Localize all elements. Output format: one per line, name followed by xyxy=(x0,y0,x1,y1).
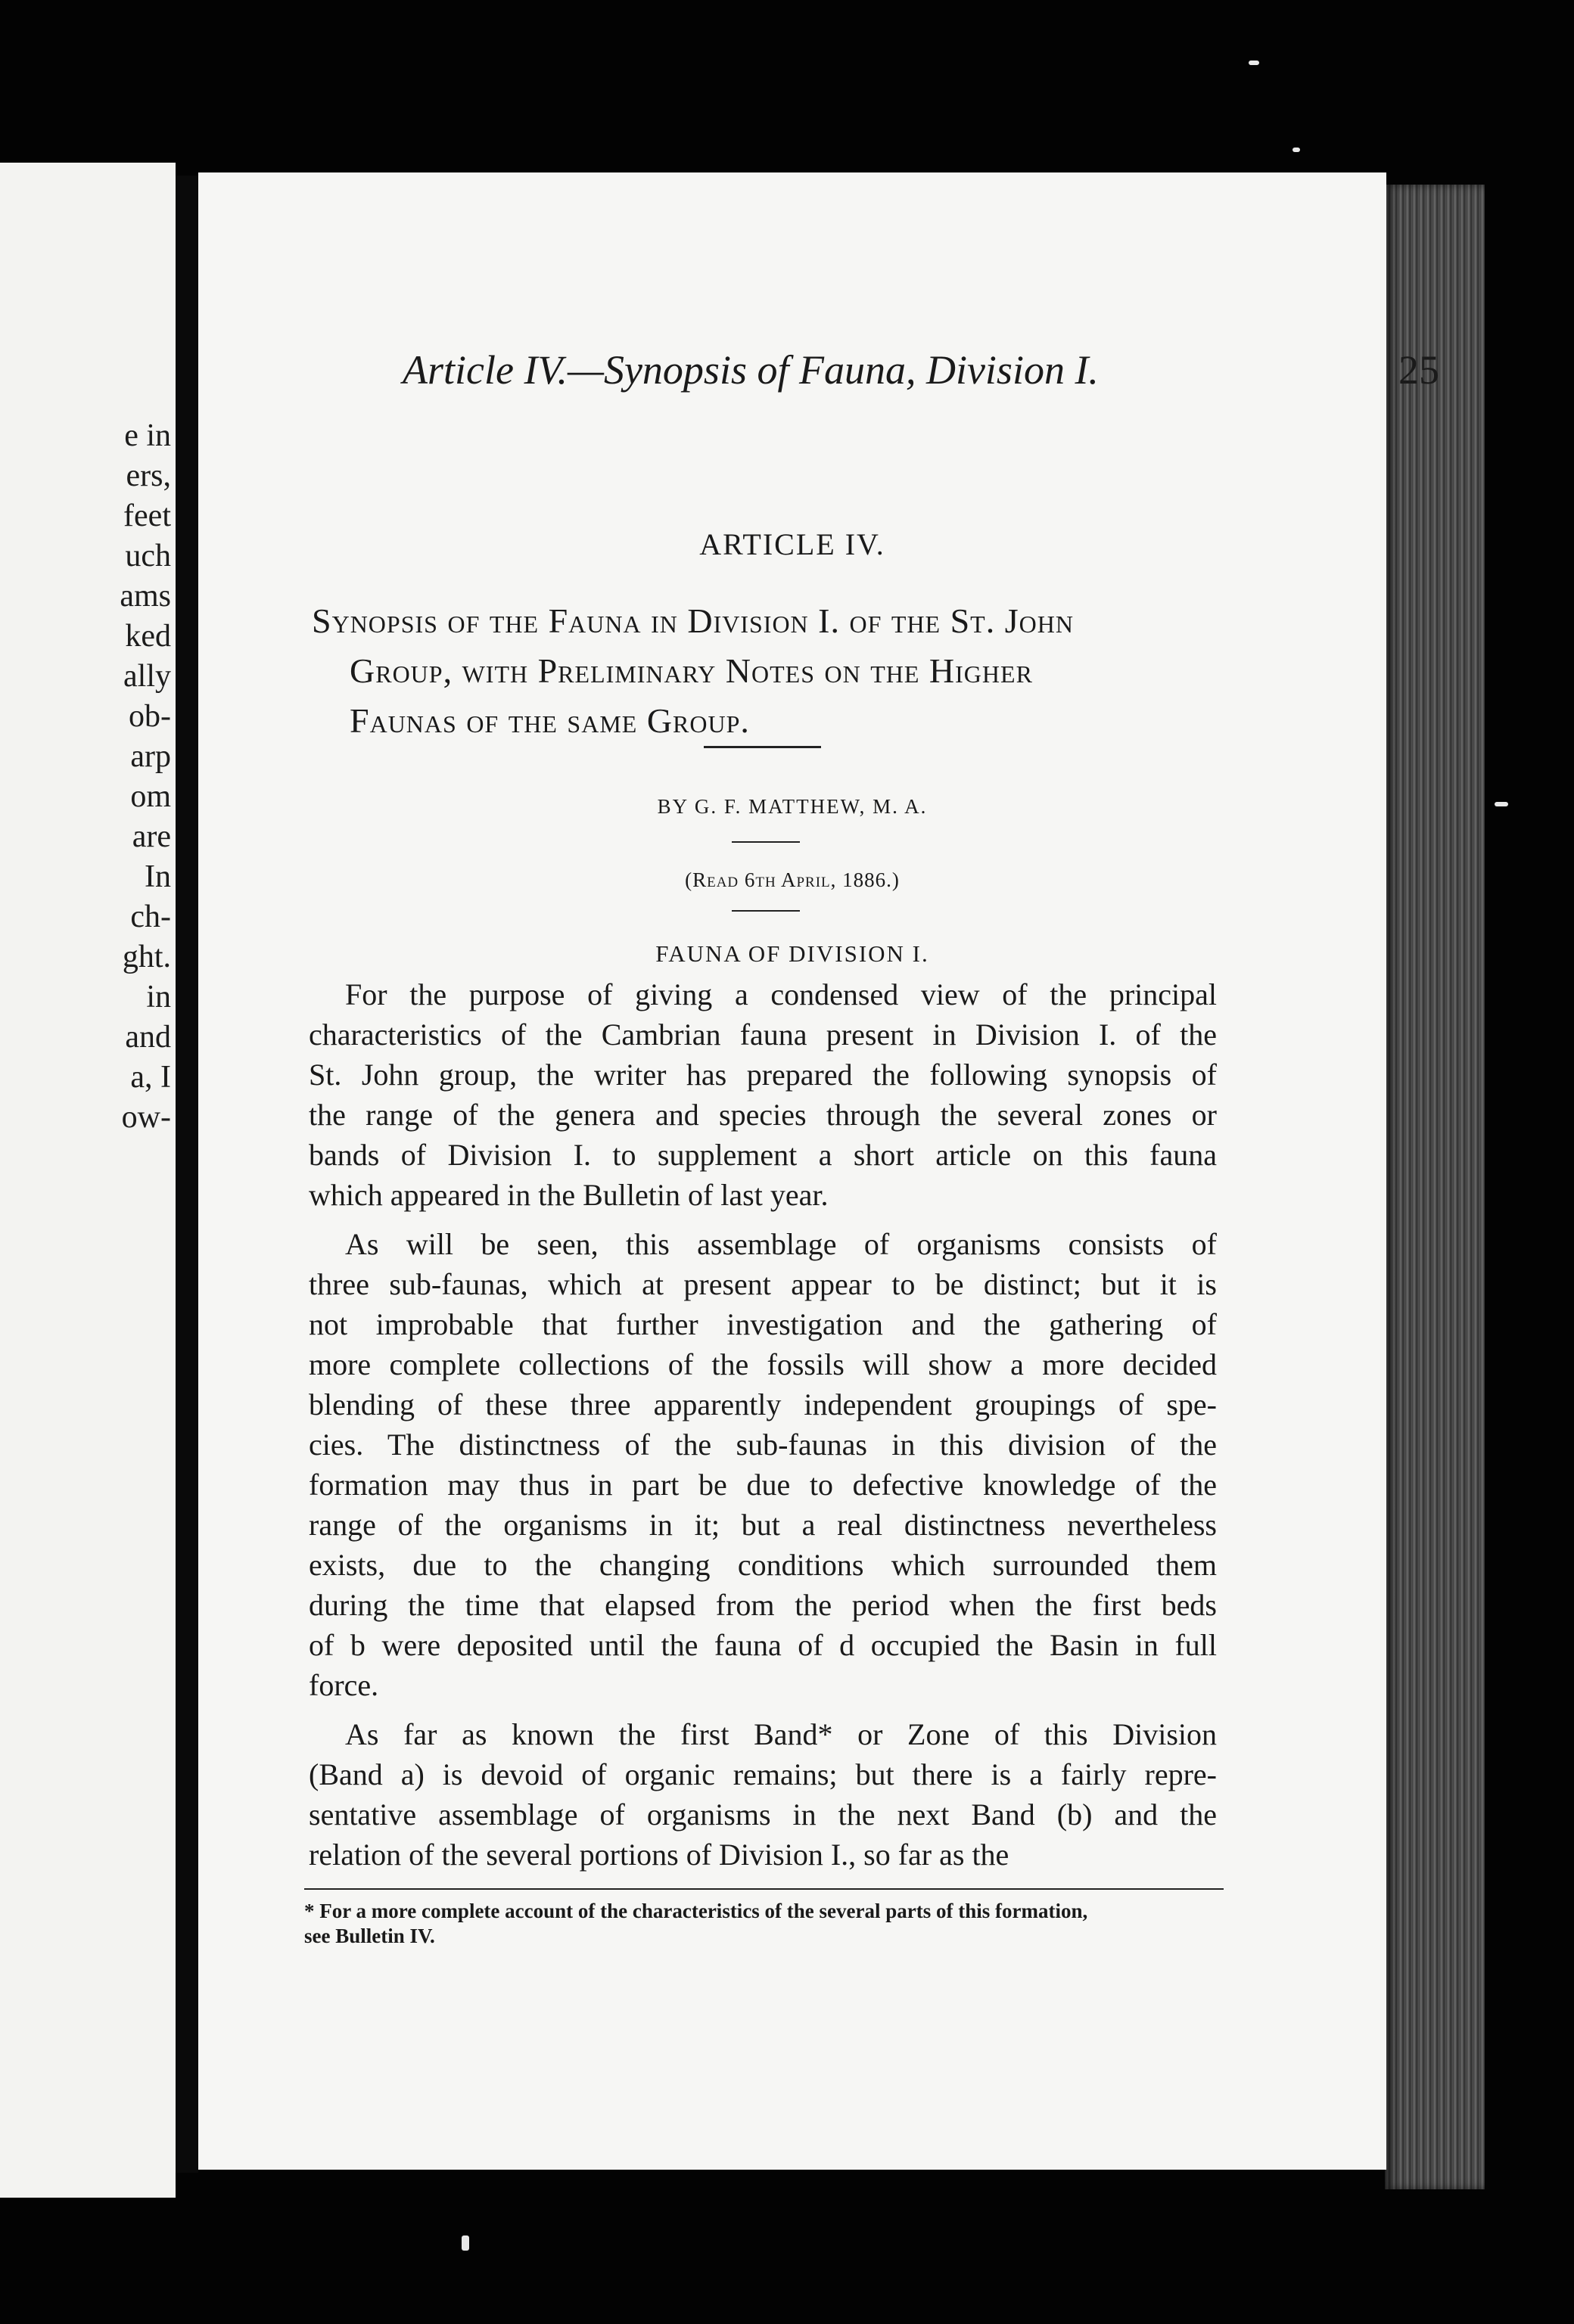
byline-rule xyxy=(732,841,800,843)
facing-page-line: ght. xyxy=(122,940,171,974)
text-line: force. xyxy=(309,1668,379,1702)
facing-page-line: ch- xyxy=(130,899,171,934)
facing-page-line: ally xyxy=(123,659,171,694)
text-line: during the time that elapsed from the period when the first beds xyxy=(309,1588,1217,1622)
text-line: blending of these three apparently independent groupings of spe- xyxy=(309,1387,1217,1421)
text-line: St. John group, the writer has prepared the following synopsis of xyxy=(309,1058,1217,1092)
facing-page-line: a, I xyxy=(130,1060,171,1095)
text-line: exists, due to the changing conditions which surrounded them xyxy=(309,1548,1217,1582)
facing-page-line: ams xyxy=(120,579,171,614)
text-line: range of the organisms in it; but a real distinctness nevertheless xyxy=(309,1508,1217,1542)
facing-page-line: ow- xyxy=(121,1100,171,1135)
text-line: the range of the genera and species through the several zones or xyxy=(309,1098,1217,1132)
paragraph xyxy=(309,1224,1217,1705)
footnote-line: * For a more complete account of the characteristics of the several parts of this formation, xyxy=(304,1900,1088,1922)
document-page xyxy=(198,172,1439,2170)
footnote xyxy=(304,1899,1224,1949)
facing-page-line: ob- xyxy=(129,699,171,734)
facing-page-line: In xyxy=(145,859,171,894)
text-line: bands of Division I. to supplement a short article on this fauna xyxy=(309,1138,1217,1172)
footnote-line: see Bulletin IV. xyxy=(304,1925,435,1947)
facing-page-text xyxy=(120,416,171,1138)
text-line: relation of the several portions of Division I., so far as the xyxy=(309,1838,1009,1872)
text-line: cies. The distinctness of the sub-faunas in this division of the xyxy=(309,1428,1217,1462)
section-heading: FAUNA OF DIVISION I. xyxy=(655,940,929,967)
facing-page-line: ers, xyxy=(126,458,171,493)
text-line: As far as known the first Band* or Zone of this Division xyxy=(345,1717,1217,1751)
facing-page-line: uch xyxy=(125,539,171,573)
text-line: As will be seen, this assemblage of organisms consists of xyxy=(345,1227,1217,1261)
title-line: Group, with Preliminary Notes on the Higher xyxy=(350,651,1033,690)
page-number: 25 xyxy=(1398,347,1439,393)
title-line: Faunas of the same Group. xyxy=(350,701,750,740)
facing-page-line: and xyxy=(125,1020,171,1055)
text-line: of b were deposited until the fauna of d occupied the Basin in full xyxy=(309,1628,1217,1662)
text-line: sentative assemblage of organisms in the next Band (b) and the xyxy=(309,1797,1217,1832)
facing-page-line: e in xyxy=(124,418,171,453)
text-line: (Band a) is devoid of organic remains; but there is a fairly repre- xyxy=(309,1757,1217,1791)
page-edges xyxy=(1385,185,1485,2189)
facing-page-line: ked xyxy=(125,619,171,654)
body-text xyxy=(309,974,1217,1875)
read-date: (Read 6th April, 1886.) xyxy=(685,868,900,891)
facing-page-line: om xyxy=(130,779,171,814)
scan-speck xyxy=(462,2235,469,2251)
scan-speck xyxy=(1292,148,1300,152)
text-line: formation may thus in part be due to defective knowledge of the xyxy=(309,1468,1217,1502)
text-line: three sub-faunas, which at present appear to be distinct; but it is xyxy=(309,1267,1217,1301)
title-rule xyxy=(704,746,821,748)
facing-page-line: in xyxy=(146,980,171,1014)
book-gutter xyxy=(176,176,198,2173)
text-line: more complete collections of the fossils will show a more decided xyxy=(309,1347,1217,1381)
text-line: which appeared in the Bulletin of last year. xyxy=(309,1178,829,1212)
scan-speck xyxy=(1495,802,1508,806)
running-head-title: Article IV.—Synopsis of Fauna, Division I. xyxy=(403,347,1099,393)
paragraph xyxy=(309,974,1217,1215)
text-line: For the purpose of giving a condensed view of the principal xyxy=(345,977,1217,1011)
facing-page xyxy=(0,163,176,2198)
paragraph xyxy=(309,1714,1217,1875)
text-line: characteristics of the Cambrian fauna present in Division I. of the xyxy=(309,1018,1217,1052)
text-line: not improbable that further investigation and the gathering of xyxy=(309,1307,1217,1341)
facing-page-line: feet xyxy=(123,499,171,533)
date-rule xyxy=(732,910,800,912)
article-label: ARTICLE IV. xyxy=(699,527,885,561)
facing-page-line: are xyxy=(132,819,171,854)
byline: BY G. F. MATTHEW, M. A. xyxy=(657,795,928,818)
facing-page-line: arp xyxy=(130,739,171,774)
article-title xyxy=(312,596,1326,746)
title-line: Synopsis of the Fauna in Division I. of the St. John xyxy=(312,601,1074,640)
scan-speck xyxy=(1249,61,1259,65)
footnote-rule xyxy=(304,1888,1224,1890)
